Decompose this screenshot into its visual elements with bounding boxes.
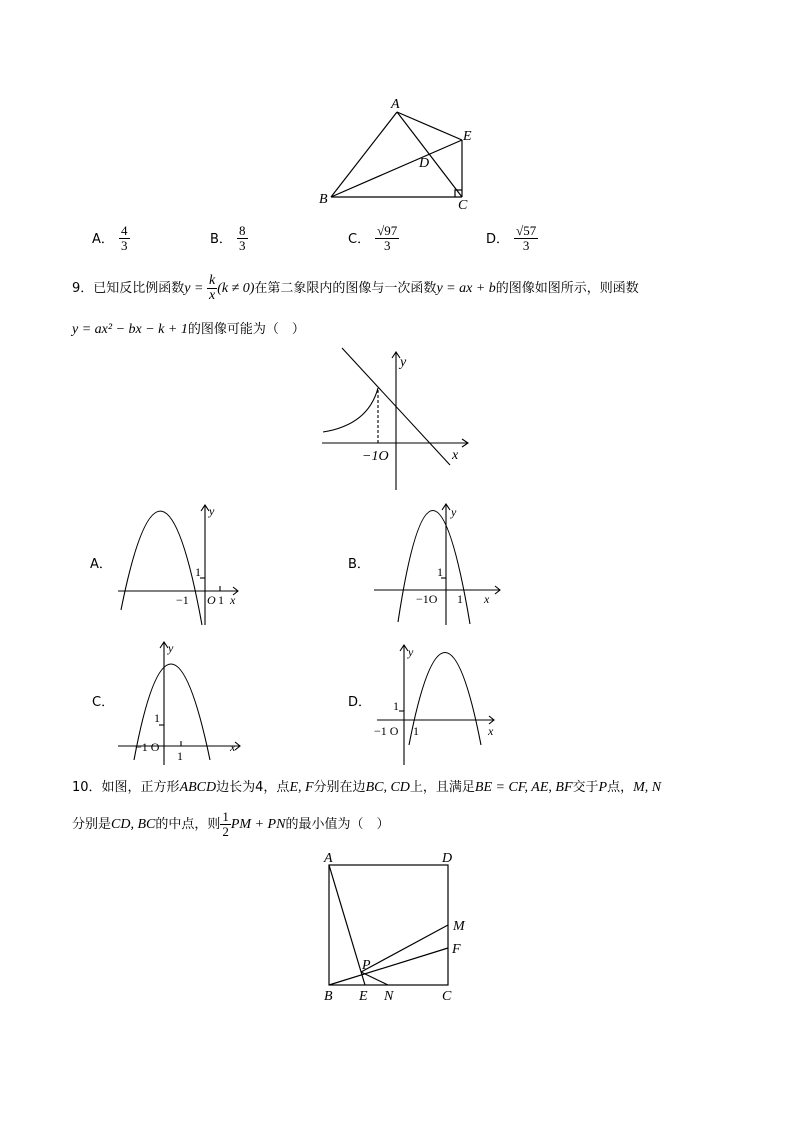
svg-text:O: O [207, 593, 216, 607]
svg-text:y: y [400, 355, 407, 370]
svg-text:D: D [442, 851, 453, 866]
svg-text:A: A [324, 851, 333, 866]
svg-text:y: y [451, 505, 457, 519]
svg-text:y: y [209, 504, 215, 518]
svg-text:1: 1 [393, 699, 399, 713]
svg-text:x: x [230, 740, 236, 754]
q10-stem-line2: 分别是CD, BC的中点，则 $\frac{1}{2}$ PM + PN的最小值为（ ） [72, 809, 390, 839]
q9-stem-line1: 9．已知反比例函数y = $\frac{k}{x}$ (k ≠ 0)在第二象限内的图像与一次函数y = ax + b的图像如图所示，则函数 [72, 273, 639, 303]
q9-option-b-letter[interactable]: B． [348, 557, 370, 572]
svg-text:1: 1 [195, 565, 201, 579]
svg-text:E: E [359, 989, 368, 1004]
svg-text:N: N [384, 989, 394, 1004]
svg-text:1: 1 [437, 565, 443, 579]
svg-text:1: 1 [457, 592, 463, 606]
q9-stem-line2: y = ax² − bx − k + 1的图像可能为（ ） [72, 322, 305, 337]
q9-option-d-letter[interactable]: D． [348, 695, 372, 710]
svg-text:x: x [230, 593, 236, 607]
svg-text:F: F [452, 942, 461, 957]
svg-text:x: x [452, 448, 459, 463]
fig8-label-a: A [391, 97, 400, 112]
svg-text:1: 1 [154, 711, 160, 725]
svg-text:y: y [168, 641, 174, 655]
svg-text:−1 O: −1 O [135, 740, 160, 754]
svg-text:−1: −1 [176, 593, 189, 607]
q8-option-b[interactable]: B． $\frac{8}{3}$ [210, 223, 246, 253]
fig8-label-d: D [419, 156, 430, 171]
svg-text:C: C [442, 989, 452, 1004]
svg-text:y: y [408, 645, 414, 659]
svg-text:x: x [488, 724, 494, 738]
svg-text:M: M [453, 919, 465, 934]
fig8-label-c: C [458, 198, 468, 213]
q9-option-a-letter[interactable]: A． [90, 557, 112, 572]
svg-text:1: 1 [218, 593, 224, 607]
svg-text:1: 1 [413, 724, 419, 738]
svg-text:1: 1 [177, 749, 183, 763]
svg-text:P: P [362, 958, 371, 973]
svg-text:x: x [484, 592, 490, 606]
svg-text:−1O: −1O [416, 592, 438, 606]
svg-text:−1O: −1O [362, 449, 389, 464]
q8-option-c[interactable]: C． $\frac{√97}{3}$ [348, 223, 398, 253]
q8-option-a[interactable]: A． $\frac{4}{3}$ [92, 223, 128, 253]
q10-stem-line1: 10．如图，正方形ABCD边长为4，点E, F分别在边BC, CD上，且满足BE = CF, AE, BF交于P点，M, N [72, 780, 662, 795]
q9-option-c-letter[interactable]: C． [92, 695, 115, 710]
fig8-label-b: B [319, 192, 328, 207]
svg-text:−1 O: −1 O [374, 724, 399, 738]
svg-text:B: B [324, 989, 333, 1004]
q8-option-d[interactable]: D． $\frac{√57}{3}$ [486, 223, 537, 253]
fig8-label-e: E [463, 129, 472, 144]
